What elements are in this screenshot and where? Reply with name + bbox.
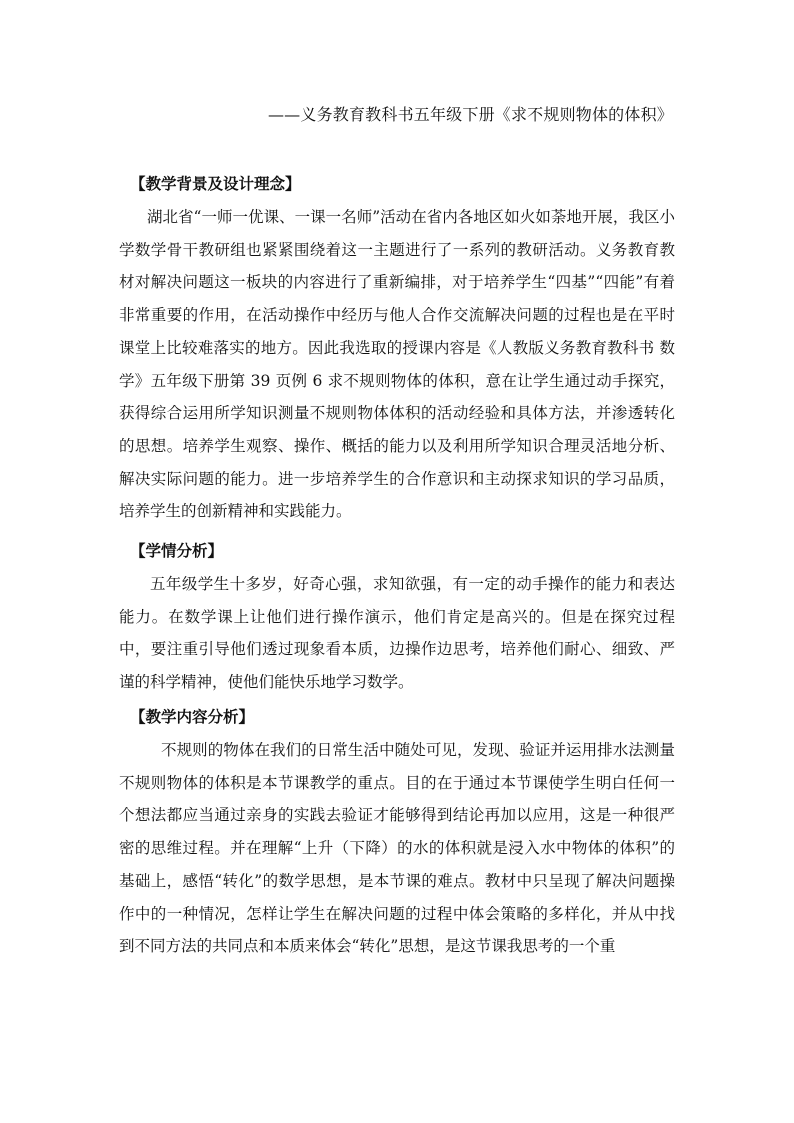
section-heading-background: 【教学背景及设计理念】: [130, 174, 301, 193]
document-subtitle: ——义务教育教科书五年级下册《求不规则物体的体积》: [267, 105, 673, 124]
section-paragraph-background: 湖北省“一师一优课、一课一名师”活动在省内各地区如火如荼地开展，我区小学数学骨干教研组也紧紧围绕着这一主题进行了一系列的教研活动。义务教育教材对解决问题这一板块的内容进行了重新编排，对于培养学生“四基”“四能”有着非常重要的作用，在活动操作中经历与他人合作交流解决问题的过程也是在平时课堂上比较难落实的地方。因此我选取的授课内容是《人教版义务教育教科书 数学》五年级下册第 39 页例 6 求不规则物体的体积，意在让学生通过动手探究，获得综合运用所学知识测量不规则物体体积的活动经验和具体方法，并渗透转化的思想。培养学生观察、操作、概括的能力以及利用所学知识合理灵活地分析、解决实际问题的能力。进一步培养学生的合作意识和主动探求知识的学习品质，培养学生的创新精神和实践能力。: [119, 208, 675, 521]
section-heading-student-analysis: 【学情分析】: [130, 541, 224, 560]
section-heading-content-analysis: 【教学内容分析】: [130, 707, 255, 726]
section-paragraph-content-analysis: 不规则的物体在我们的日常生活中随处可见，发现、验证并运用排水法测量不规则物体的体积是本节课教学的重点。目的在于通过本节课使学生明白任何一个想法都应当通过亲身的实践去验证才能够得到结论再加以应用，这是一种很严密的思维过程。并在理解“上升（下降）的水的体积就是浸入水中物体的体积”的基础上，感悟“转化”的数学思想，是本节课的难点。教材中只呈现了解决问题操作中的一种情况，怎样让学生在解决问题的过程中体会策略的多样化，并从中找到不同方法的共同点和本质来体会“转化”思想，是这节课我思考的一个重: [119, 741, 675, 956]
section-paragraph-student-analysis: 五年级学生十多岁，好奇心强，求知欲强，有一定的动手操作的能力和表达能力。在数学课上让他们进行操作演示，他们肯定是高兴的。但是在探究过程中，要注重引导他们透过现象看本质，边操作边思考，培养他们耐心、细致、严谨的科学精神，使他们能快乐地学习数学。: [119, 575, 675, 692]
